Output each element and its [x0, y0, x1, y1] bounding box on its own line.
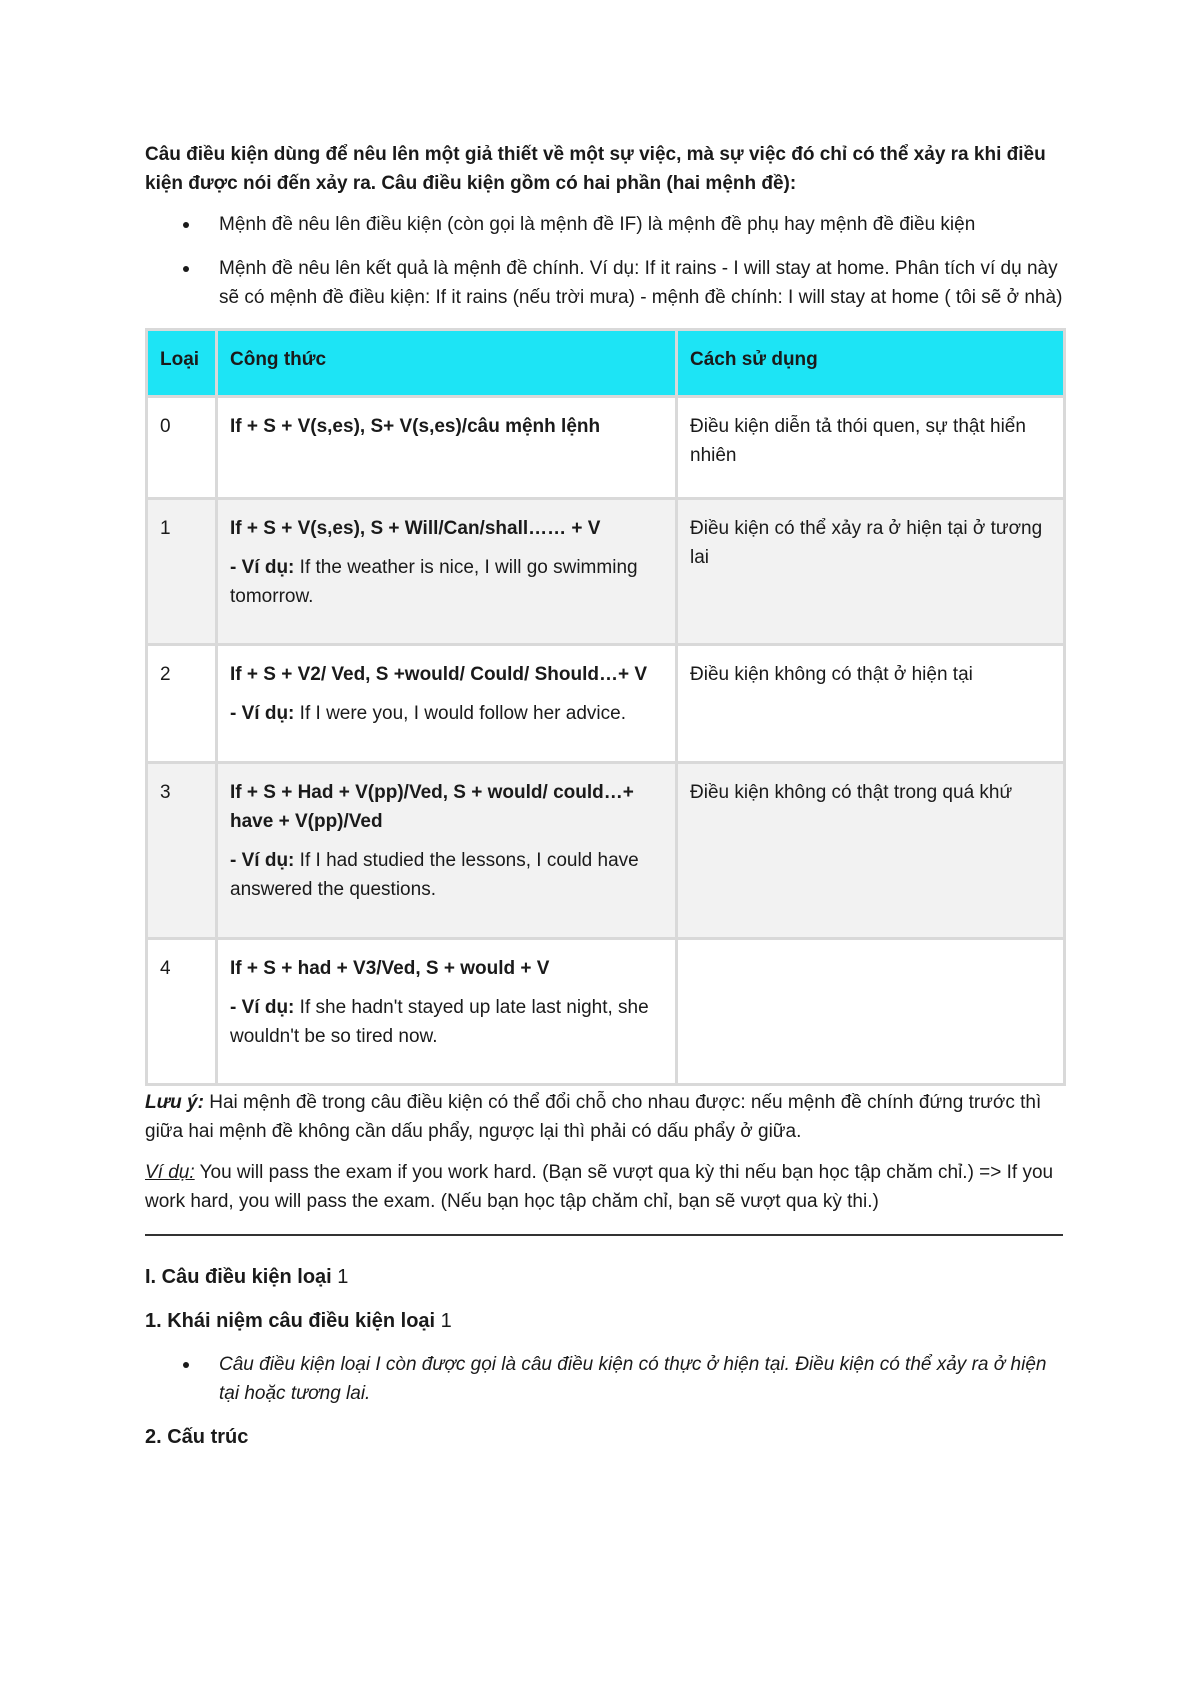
example-label: - Ví dụ:	[230, 997, 295, 1018]
formula-text: If + S + V(s,es), S+ V(s,es)/câu mệnh lệnh	[230, 416, 601, 437]
list-item-text: Câu điều kiện loại I còn được gọi là câu điều kiện có thực ở hiện tại. Điều kiện có thể xảy ra ở hiện tại hoặc tương lai.	[219, 1354, 1047, 1404]
usage-cell	[677, 397, 1065, 499]
example-sentence: If I had studied the lessons, I could have answered the questions.	[230, 850, 639, 900]
note-example-text: You will pass the exam if you work hard. (Bạn sẽ vượt qua kỳ thi nếu bạn học tập chăm chỉ.) => If you work hard, you will pass the exam. (Nếu bạn học tập chăm chỉ, bạn sẽ vượt qua kỳ thi.)	[145, 1162, 1054, 1212]
example-label: - Ví dụ:	[230, 850, 295, 871]
list-item	[145, 210, 1063, 239]
usage-cell	[677, 939, 1065, 1085]
list-item-text: Mệnh đề nêu lên điều kiện (còn gọi là mệnh đề IF) là mệnh đề phụ hay mệnh đề điều kiện	[219, 214, 976, 235]
example-sentence: If the weather is nice, I will go swimming tomorrow.	[230, 557, 638, 607]
formula-text: If + S + V(s,es), S + Will/Can/shall…… + V	[230, 518, 601, 539]
example-sentence: If she hadn't stayed up late last night, she wouldn't be so tired now.	[230, 997, 649, 1047]
conditional-table	[145, 328, 1066, 1086]
column-header-usage: Cách sử dụng	[677, 330, 1065, 397]
example-label: - Ví dụ:	[230, 703, 295, 724]
bullet-icon	[183, 1362, 189, 1368]
usage-text: Điều kiện không có thật ở hiện tại	[690, 664, 973, 685]
usage-cell	[677, 645, 1065, 763]
table-row	[147, 763, 1065, 939]
document-page	[145, 140, 1063, 1466]
example-text	[230, 993, 663, 1051]
subsection-title-bold: 1. Khái niệm câu điều kiện loại	[145, 1310, 436, 1332]
note-example-paragraph	[145, 1158, 1063, 1216]
formula-text: If + S + V2/ Ved, S +would/ Could/ Should…+ V	[230, 664, 648, 685]
usage-text: Điều kiện diễn tả thói quen, sự thật hiển nhiên	[690, 416, 1026, 466]
note-text: Hai mệnh đề trong câu điều kiện có thể đổi chỗ cho nhau được: nếu mệnh đề chính đứng trước thì giữa hai mệnh đề không cần dấu phẩy, ngược lại thì phải có dấu phẩy ở giữa.	[145, 1092, 1042, 1142]
note-paragraph	[145, 1088, 1063, 1146]
type-cell: 0	[147, 397, 217, 499]
type-cell: 4	[147, 939, 217, 1085]
bullet-icon	[183, 266, 189, 272]
section-title-number: 1	[331, 1266, 349, 1288]
formula-cell	[217, 499, 677, 645]
example-text	[230, 699, 663, 728]
usage-cell	[677, 763, 1065, 939]
example-text	[230, 846, 663, 904]
type-cell: 1	[147, 499, 217, 645]
horizontal-divider	[145, 1234, 1063, 1236]
example-label: - Ví dụ:	[230, 557, 295, 578]
list-item	[145, 1350, 1063, 1408]
list-item	[145, 254, 1063, 312]
table-header-row	[147, 330, 1065, 397]
note-example-label: Ví dụ:	[145, 1162, 195, 1183]
type-cell: 2	[147, 645, 217, 763]
bullet-icon	[183, 222, 189, 228]
definition-bullet-list	[145, 1350, 1063, 1408]
table-row	[147, 645, 1065, 763]
example-sentence: If I were you, I would follow her advice.	[299, 703, 626, 724]
usage-text: Điều kiện không có thật trong quá khứ	[690, 782, 1013, 803]
note-label: Lưu ý:	[145, 1092, 204, 1113]
usage-cell	[677, 499, 1065, 645]
formula-cell	[217, 763, 677, 939]
type-cell: 3	[147, 763, 217, 939]
formula-cell	[217, 645, 677, 763]
subsection-structure-bold: 2. Cấu trúc	[145, 1426, 249, 1448]
section-title	[145, 1262, 1063, 1292]
formula-cell	[217, 397, 677, 499]
usage-text: Điều kiện có thể xảy ra ở hiện tại ở tương lai	[690, 518, 1043, 568]
intro-paragraph: Câu điều kiện dùng để nêu lên một giả thiết về một sự việc, mà sự việc đó chỉ có thể xảy ra khi điều kiện được nói đến xảy ra. Câu điều kiện gồm có hai phần (hai mệnh đề):	[145, 144, 1046, 194]
subsection-title-number: 1	[435, 1310, 452, 1332]
formula-cell	[217, 939, 677, 1085]
formula-text: If + S + had + V3/Ved, S + would + V	[230, 958, 550, 979]
section-title-bold: I. Câu điều kiện loại	[145, 1266, 332, 1288]
column-header-formula: Công thức	[217, 330, 677, 397]
formula-text: If + S + Had + V(pp)/Ved, S + would/ could…+ have + V(pp)/Ved	[230, 782, 634, 832]
subsection-title	[145, 1306, 1063, 1336]
list-item-text: Mệnh đề nêu lên kết quả là mệnh đề chính. Ví dụ: If it rains - I will stay at home. Phân tích ví dụ này sẽ có mệnh đề điều kiện: If it rains (nếu trời mưa) - mệnh đề chính: I will stay at home ( tôi sẽ ở nhà)	[219, 258, 1063, 308]
table-row	[147, 939, 1065, 1085]
column-header-type: Loại	[147, 330, 217, 397]
example-text	[230, 553, 663, 611]
intro-bullet-list	[145, 210, 1063, 312]
subsection-title-structure	[145, 1422, 1063, 1452]
table-row	[147, 499, 1065, 645]
table-row	[147, 397, 1065, 499]
